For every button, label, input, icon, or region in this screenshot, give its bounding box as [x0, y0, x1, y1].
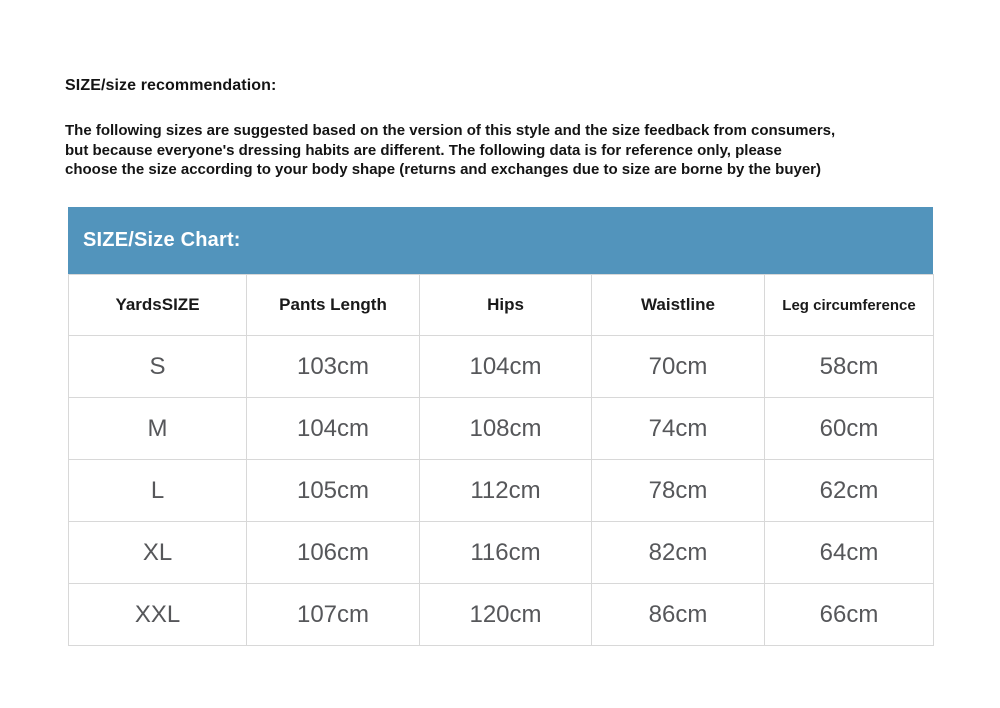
waistline-cell: 74cm [592, 398, 765, 460]
size-label-cell: L [69, 460, 247, 522]
column-header-yardssize: YardsSIZE [69, 275, 247, 336]
leg-circumference-cell: 58cm [765, 336, 934, 398]
size-label-cell: XL [69, 522, 247, 584]
size-row-xxl [69, 584, 934, 646]
waistline-cell: 82cm [592, 522, 765, 584]
hips-cell: 112cm [420, 460, 592, 522]
size-row-m [69, 398, 934, 460]
pants-length-cell: 105cm [247, 460, 420, 522]
hips-cell: 104cm [420, 336, 592, 398]
size-chart-section [68, 207, 933, 646]
size-label-cell: M [69, 398, 247, 460]
hips-cell: 116cm [420, 522, 592, 584]
waistline-cell: 78cm [592, 460, 765, 522]
leg-circumference-cell: 64cm [765, 522, 934, 584]
size-chart-title: SIZE/Size Chart: [83, 229, 241, 251]
size-recommendation-text-line: but because everyone's dressing habits are different. The following data is for reference only, please [65, 141, 782, 159]
leg-circumference-cell: 60cm [765, 398, 934, 460]
hips-cell: 120cm [420, 584, 592, 646]
waistline-cell: 70cm [592, 336, 765, 398]
column-header-hips: Hips [420, 275, 592, 336]
size-recommendation-text-line: The following sizes are suggested based on the version of this style and the size feedback from consumers, [65, 122, 836, 139]
column-header-pants-length: Pants Length [247, 275, 420, 336]
size-row-l [69, 460, 934, 522]
pants-length-cell: 104cm [247, 398, 420, 460]
size-recommendation-heading: SIZE/size recommendation: [65, 77, 277, 94]
size-chart-banner [68, 207, 933, 274]
pants-length-cell: 107cm [247, 584, 420, 646]
leg-circumference-cell: 66cm [765, 584, 934, 646]
size-recommendation-text-line: choose the size according to your body shape (returns and exchanges due to size are borne by the buyer) [65, 161, 822, 178]
waistline-cell: 86cm [592, 584, 765, 646]
hips-cell: 108cm [420, 398, 592, 460]
size-table [68, 274, 934, 646]
size-row-s [69, 336, 934, 398]
pants-length-cell: 106cm [247, 522, 420, 584]
column-header-leg-circumference: Leg circumference [765, 275, 934, 336]
size-row-xl [69, 522, 934, 584]
size-label-cell: XXL [69, 584, 247, 646]
column-header-waistline: Waistline [592, 275, 765, 336]
leg-circumference-cell: 62cm [765, 460, 934, 522]
size-label-cell: S [69, 336, 247, 398]
size-table-header-row [69, 275, 934, 336]
pants-length-cell: 103cm [247, 336, 420, 398]
size-recommendation-text [65, 121, 945, 180]
